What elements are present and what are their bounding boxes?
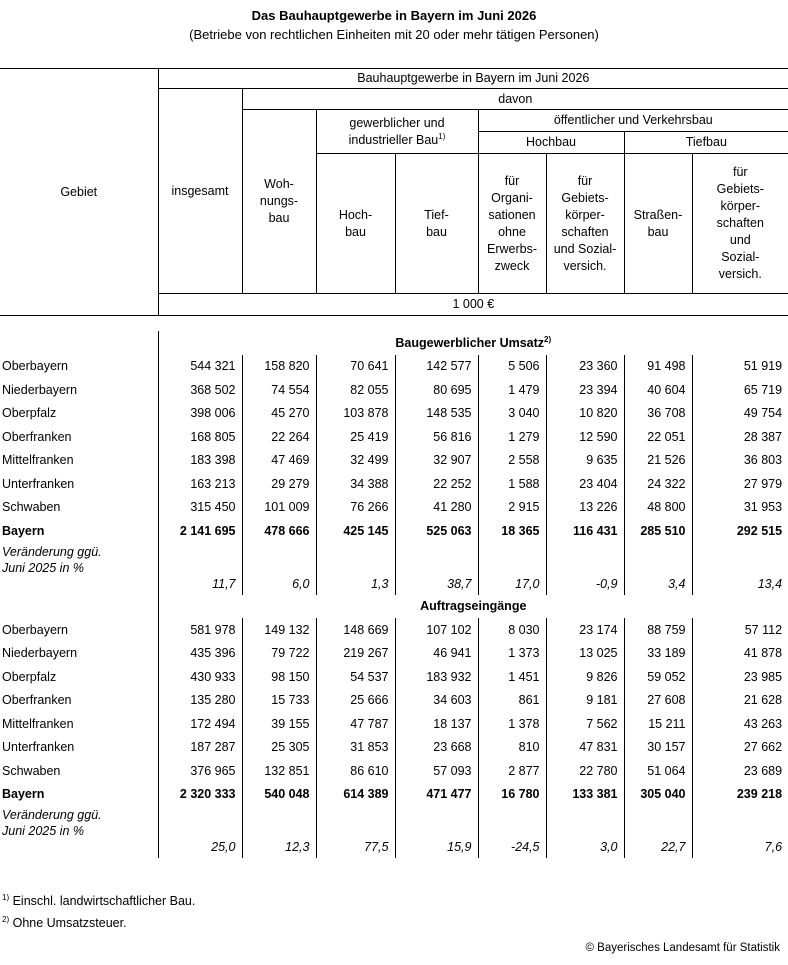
row-value: 9 181 [546, 689, 624, 713]
row-value: 43 263 [692, 712, 788, 736]
row-value: 31 853 [316, 736, 395, 760]
row-value: 24 322 [624, 472, 692, 496]
change-spacer [242, 806, 316, 824]
row-value: 425 145 [316, 519, 395, 543]
row-value: 23 394 [546, 378, 624, 402]
row-value: 8 030 [478, 618, 546, 642]
row-value: 101 009 [242, 496, 316, 520]
table-row [0, 472, 788, 496]
change-label: Veränderung ggü. [2, 808, 102, 822]
header-wohnungsbau: Woh- nungs- bau [242, 110, 316, 294]
table-row [0, 712, 788, 736]
header-tief-gebiets: für Gebiets- körper- schaften und Sozial- versich. [692, 154, 788, 294]
table-row [0, 759, 788, 783]
change-label: Juni 2025 in % [2, 560, 85, 575]
header-davon: davon [242, 89, 788, 110]
row-value: 45 270 [242, 402, 316, 426]
row-value: 9 635 [546, 449, 624, 473]
section-title-text: Baugewerblicher Umsatz [395, 335, 545, 350]
row-value: 1 279 [478, 425, 546, 449]
row-value: 41 878 [692, 642, 788, 666]
change-label: Veränderung ggü. [2, 544, 102, 559]
change-value: 25,0 [158, 824, 242, 858]
change-spacer [158, 806, 242, 824]
row-gebiet: Oberpfalz [2, 406, 57, 421]
row-value: 22 051 [624, 425, 692, 449]
row-value: 79 722 [242, 642, 316, 666]
row-value: 471 477 [395, 783, 478, 807]
row-value: 70 641 [316, 355, 395, 379]
row-value: 435 396 [158, 642, 242, 666]
change-value: -24,5 [478, 824, 546, 858]
row-value: 30 157 [624, 736, 692, 760]
change-spacer [624, 806, 692, 824]
table-row-change-label [0, 543, 788, 561]
data-table [0, 331, 788, 858]
row-value: 239 218 [692, 783, 788, 807]
section-title-row [0, 331, 788, 355]
row-value: 525 063 [395, 519, 478, 543]
row-value: 116 431 [546, 519, 624, 543]
row-value: 49 754 [692, 402, 788, 426]
table-row-change [0, 824, 788, 858]
row-value: 148 535 [395, 402, 478, 426]
change-spacer [692, 806, 788, 824]
change-spacer [242, 543, 316, 561]
table-row [0, 378, 788, 402]
row-value: 23 174 [546, 618, 624, 642]
row-value: 51 064 [624, 759, 692, 783]
row-gebiet: Mittelfranken [2, 716, 74, 731]
change-spacer [478, 806, 546, 824]
table-row [0, 425, 788, 449]
footnote-2 [2, 915, 127, 930]
row-gebiet: Bayern [2, 523, 45, 538]
row-value: 65 719 [692, 378, 788, 402]
row-value: 15 733 [242, 689, 316, 713]
change-spacer [546, 806, 624, 824]
row-value: 22 264 [242, 425, 316, 449]
header-gewerblich-text: gewerblicher und industrieller Bau [348, 115, 445, 147]
header-gewerblich [316, 110, 478, 154]
row-value: 25 419 [316, 425, 395, 449]
section-title-fn: 2) [544, 334, 552, 344]
row-gebiet: Oberfranken [2, 429, 72, 444]
row-value: 39 155 [242, 712, 316, 736]
row-value: 51 919 [692, 355, 788, 379]
header-tiefbau: Tief- bau [395, 154, 478, 294]
row-value: 430 933 [158, 665, 242, 689]
row-value: 47 831 [546, 736, 624, 760]
change-value: 38,7 [395, 561, 478, 595]
row-value: 132 851 [242, 759, 316, 783]
row-value: 149 132 [242, 618, 316, 642]
row-value: 219 267 [316, 642, 395, 666]
row-gebiet: Oberbayern [2, 622, 69, 637]
row-gebiet: Oberbayern [2, 359, 69, 374]
table-row [0, 449, 788, 473]
row-value: 183 932 [395, 665, 478, 689]
change-spacer [395, 806, 478, 824]
table-row [0, 642, 788, 666]
row-value: 9 826 [546, 665, 624, 689]
row-value: 158 820 [242, 355, 316, 379]
change-value: 17,0 [478, 561, 546, 595]
change-value: 22,7 [624, 824, 692, 858]
row-value: 1 588 [478, 472, 546, 496]
section-title-text: Auftragseingänge [420, 599, 527, 614]
row-value: 2 141 695 [158, 519, 242, 543]
row-gebiet: Bayern [2, 787, 45, 802]
row-value: 107 102 [395, 618, 478, 642]
table-row-change-label [0, 806, 788, 824]
row-value: 13 025 [546, 642, 624, 666]
row-value: 74 554 [242, 378, 316, 402]
row-gebiet: Niederbayern [2, 646, 78, 661]
row-value: 581 978 [158, 618, 242, 642]
row-value: 25 666 [316, 689, 395, 713]
row-gebiet: Oberfranken [2, 693, 72, 708]
header-hochbau: Hoch- bau [316, 154, 395, 294]
table-header [0, 68, 788, 316]
row-value: 22 780 [546, 759, 624, 783]
row-value: 33 189 [624, 642, 692, 666]
header-insgesamt: insgesamt [158, 89, 242, 294]
row-value: 57 093 [395, 759, 478, 783]
row-value: 29 279 [242, 472, 316, 496]
row-value: 41 280 [395, 496, 478, 520]
footnote-2-text: Ohne Umsatzsteuer. [9, 916, 127, 931]
row-value: 36 803 [692, 449, 788, 473]
row-value: 398 006 [158, 402, 242, 426]
row-value: 22 252 [395, 472, 478, 496]
row-value: 76 266 [316, 496, 395, 520]
row-value: 135 280 [158, 689, 242, 713]
header-oeffentlich: öffentlicher und Verkehrsbau [478, 110, 788, 132]
row-value: 23 689 [692, 759, 788, 783]
copyright: © Bayerisches Landesamt für Statistik [585, 942, 780, 954]
change-spacer [692, 543, 788, 561]
row-value: 54 537 [316, 665, 395, 689]
row-value: 23 668 [395, 736, 478, 760]
row-value: 59 052 [624, 665, 692, 689]
row-value: 614 389 [316, 783, 395, 807]
row-value: 187 287 [158, 736, 242, 760]
row-value: 148 669 [316, 618, 395, 642]
row-value: 27 608 [624, 689, 692, 713]
section-title-spacer [0, 331, 158, 355]
row-value: 1 373 [478, 642, 546, 666]
row-value: 163 213 [158, 472, 242, 496]
change-spacer [158, 543, 242, 561]
row-value: 12 590 [546, 425, 624, 449]
row-value: 98 150 [242, 665, 316, 689]
row-value: 183 398 [158, 449, 242, 473]
row-value: 86 610 [316, 759, 395, 783]
row-value: 27 662 [692, 736, 788, 760]
table-row-total [0, 519, 788, 543]
row-value: 32 907 [395, 449, 478, 473]
change-value: 12,3 [242, 824, 316, 858]
footnote-1-text: Einschl. landwirtschaftlicher Bau. [9, 894, 196, 909]
change-value: 77,5 [316, 824, 395, 858]
change-spacer [316, 543, 395, 561]
row-value: 368 502 [158, 378, 242, 402]
footnote-2-mark: 2) [2, 915, 10, 924]
change-value: -0,9 [546, 561, 624, 595]
header-gebietskoerper: für Gebiets- körper- schaften und Sozial- versich. [546, 154, 624, 294]
row-value: 21 526 [624, 449, 692, 473]
row-value: 40 604 [624, 378, 692, 402]
row-gebiet: Schwaben [2, 763, 61, 778]
change-value: 3,4 [624, 561, 692, 595]
row-gebiet: Niederbayern [2, 382, 78, 397]
section-title [158, 331, 788, 355]
row-value: 80 695 [395, 378, 478, 402]
change-value: 6,0 [242, 561, 316, 595]
row-value: 3 040 [478, 402, 546, 426]
row-value: 28 387 [692, 425, 788, 449]
row-value: 91 498 [624, 355, 692, 379]
row-value: 31 953 [692, 496, 788, 520]
row-gebiet: Oberpfalz [2, 669, 57, 684]
row-value: 376 965 [158, 759, 242, 783]
row-value: 34 603 [395, 689, 478, 713]
footnote-1 [2, 893, 195, 908]
row-gebiet: Unterfranken [2, 740, 75, 755]
row-value: 1 479 [478, 378, 546, 402]
row-value: 34 388 [316, 472, 395, 496]
footnote-1-mark: 1) [2, 893, 10, 902]
row-value: 172 494 [158, 712, 242, 736]
row-value: 57 112 [692, 618, 788, 642]
row-value: 315 450 [158, 496, 242, 520]
table-row [0, 736, 788, 760]
change-spacer [478, 543, 546, 561]
row-value: 133 381 [546, 783, 624, 807]
change-value: 13,4 [692, 561, 788, 595]
row-value: 305 040 [624, 783, 692, 807]
header-strassenbau: Straßen- bau [624, 154, 692, 294]
row-value: 23 985 [692, 665, 788, 689]
row-gebiet: Schwaben [2, 500, 61, 515]
row-value: 48 800 [624, 496, 692, 520]
row-value: 47 469 [242, 449, 316, 473]
row-value: 15 211 [624, 712, 692, 736]
row-value: 861 [478, 689, 546, 713]
change-value: 1,3 [316, 561, 395, 595]
row-value: 82 055 [316, 378, 395, 402]
change-value: 15,9 [395, 824, 478, 858]
row-value: 47 787 [316, 712, 395, 736]
page-subtitle: (Betriebe von rechtlichen Einheiten mit 20 oder mehr tätigen Personen) [189, 27, 599, 42]
change-value: 7,6 [692, 824, 788, 858]
row-value: 27 979 [692, 472, 788, 496]
section-title [158, 595, 788, 619]
header-gewerblich-fn: 1) [438, 131, 446, 141]
header-unit: 1 000 € [158, 294, 788, 316]
row-value: 23 360 [546, 355, 624, 379]
section-title-spacer [0, 595, 158, 619]
change-spacer [624, 543, 692, 561]
table-row [0, 402, 788, 426]
table-row-change [0, 561, 788, 595]
row-value: 103 878 [316, 402, 395, 426]
row-value: 18 137 [395, 712, 478, 736]
row-value: 25 305 [242, 736, 316, 760]
row-value: 1 451 [478, 665, 546, 689]
header-organisationen: für Organi- sationen ohne Erwerbs- zweck [478, 154, 546, 294]
change-spacer [395, 543, 478, 561]
row-value: 88 759 [624, 618, 692, 642]
table-row [0, 496, 788, 520]
row-value: 540 048 [242, 783, 316, 807]
row-value: 142 577 [395, 355, 478, 379]
row-value: 21 628 [692, 689, 788, 713]
row-value: 36 708 [624, 402, 692, 426]
table-row [0, 355, 788, 379]
row-value: 810 [478, 736, 546, 760]
change-value: 3,0 [546, 824, 624, 858]
row-value: 7 562 [546, 712, 624, 736]
row-value: 544 321 [158, 355, 242, 379]
header-gebiet: Gebiet [0, 69, 158, 316]
row-value: 478 666 [242, 519, 316, 543]
row-value: 292 515 [692, 519, 788, 543]
row-gebiet: Unterfranken [2, 476, 75, 491]
row-value: 56 816 [395, 425, 478, 449]
row-value: 5 506 [478, 355, 546, 379]
row-value: 46 941 [395, 642, 478, 666]
row-value: 23 404 [546, 472, 624, 496]
row-value: 32 499 [316, 449, 395, 473]
change-spacer [546, 543, 624, 561]
change-label: Juni 2025 in % [2, 824, 85, 838]
row-value: 18 365 [478, 519, 546, 543]
table-row-total [0, 783, 788, 807]
header-tiefbau-group: Tiefbau [624, 132, 788, 154]
section-title-row [0, 595, 788, 619]
row-value: 16 780 [478, 783, 546, 807]
header-top: Bauhauptgewerbe in Bayern im Juni 2026 [158, 69, 788, 89]
row-value: 10 820 [546, 402, 624, 426]
row-value: 2 877 [478, 759, 546, 783]
row-value: 2 558 [478, 449, 546, 473]
row-value: 1 378 [478, 712, 546, 736]
header-hochbau-group: Hochbau [478, 132, 624, 154]
row-value: 168 805 [158, 425, 242, 449]
row-value: 13 226 [546, 496, 624, 520]
change-value: 11,7 [158, 561, 242, 595]
row-value: 2 915 [478, 496, 546, 520]
table-row [0, 618, 788, 642]
row-value: 2 320 333 [158, 783, 242, 807]
row-value: 285 510 [624, 519, 692, 543]
table-row [0, 665, 788, 689]
row-gebiet: Mittelfranken [2, 453, 74, 468]
change-spacer [316, 806, 395, 824]
table-row [0, 689, 788, 713]
page-title: Das Bauhauptgewerbe in Bayern im Juni 2026 [251, 8, 537, 23]
